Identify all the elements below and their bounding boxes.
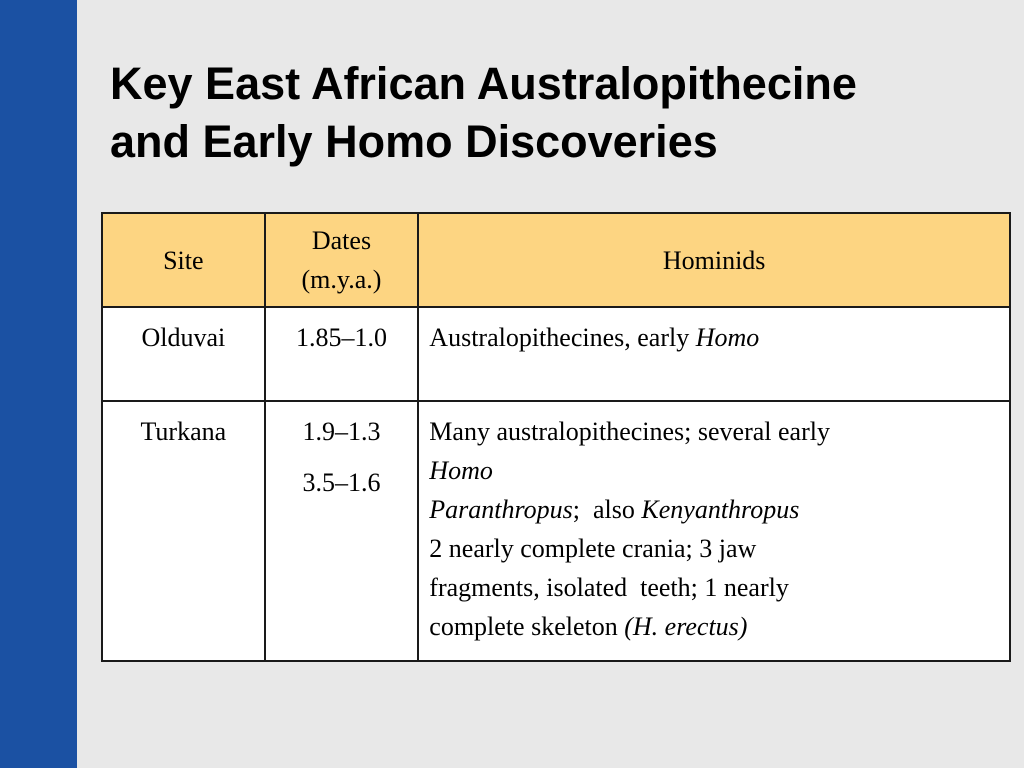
cell-dates: 1.85–1.0 <box>265 307 419 401</box>
sidebar-accent-bar <box>0 0 77 768</box>
table-row <box>102 401 1010 661</box>
table-row <box>102 307 1010 401</box>
hominids-line-4: 2 nearly complete crania; 3 jaw <box>429 534 757 563</box>
header-dates-line-2: (m.y.a.) <box>301 265 382 294</box>
header-dates <box>265 213 419 307</box>
hominids-line-1: Many australopithecines; several early <box>429 417 830 446</box>
header-site: Site <box>102 213 265 307</box>
cell-site: Olduvai <box>102 307 265 401</box>
hominids-line-5: fragments, isolated teeth; 1 nearly <box>429 573 789 602</box>
date-range-1: 1.9–1.3 <box>302 417 381 446</box>
hominids-text: Australopithecines, early <box>429 323 696 352</box>
discoveries-table <box>101 212 1011 662</box>
header-dates-line-1: Dates <box>311 226 372 255</box>
hominids-line-2: Homo <box>429 456 493 485</box>
title-line-1: Key East African Australopithecine <box>110 58 857 109</box>
header-hominids: Hominids <box>418 213 1010 307</box>
cell-dates <box>265 401 419 661</box>
table-header-row <box>102 213 1010 307</box>
cell-site: Turkana <box>102 401 265 661</box>
hominids-italic: Homo <box>695 323 760 352</box>
cell-hominids <box>418 307 1010 401</box>
slide-title <box>110 55 990 171</box>
genus-kenyanthropus: Kenyanthropus <box>641 495 800 524</box>
title-line-2: and Early Homo Discoveries <box>110 116 718 167</box>
genus-paranthropus: Paranthropus <box>429 495 573 524</box>
hominids-line-6-text: complete skeleton <box>429 612 625 641</box>
species-h-erectus: (H. erectus) <box>624 612 748 641</box>
date-range-2: 3.5–1.6 <box>302 468 381 497</box>
hominids-line-6 <box>429 607 999 646</box>
hominids-line-3 <box>429 490 999 529</box>
hominids-line-3-text: ; also <box>572 495 642 524</box>
cell-hominids <box>418 401 1010 661</box>
